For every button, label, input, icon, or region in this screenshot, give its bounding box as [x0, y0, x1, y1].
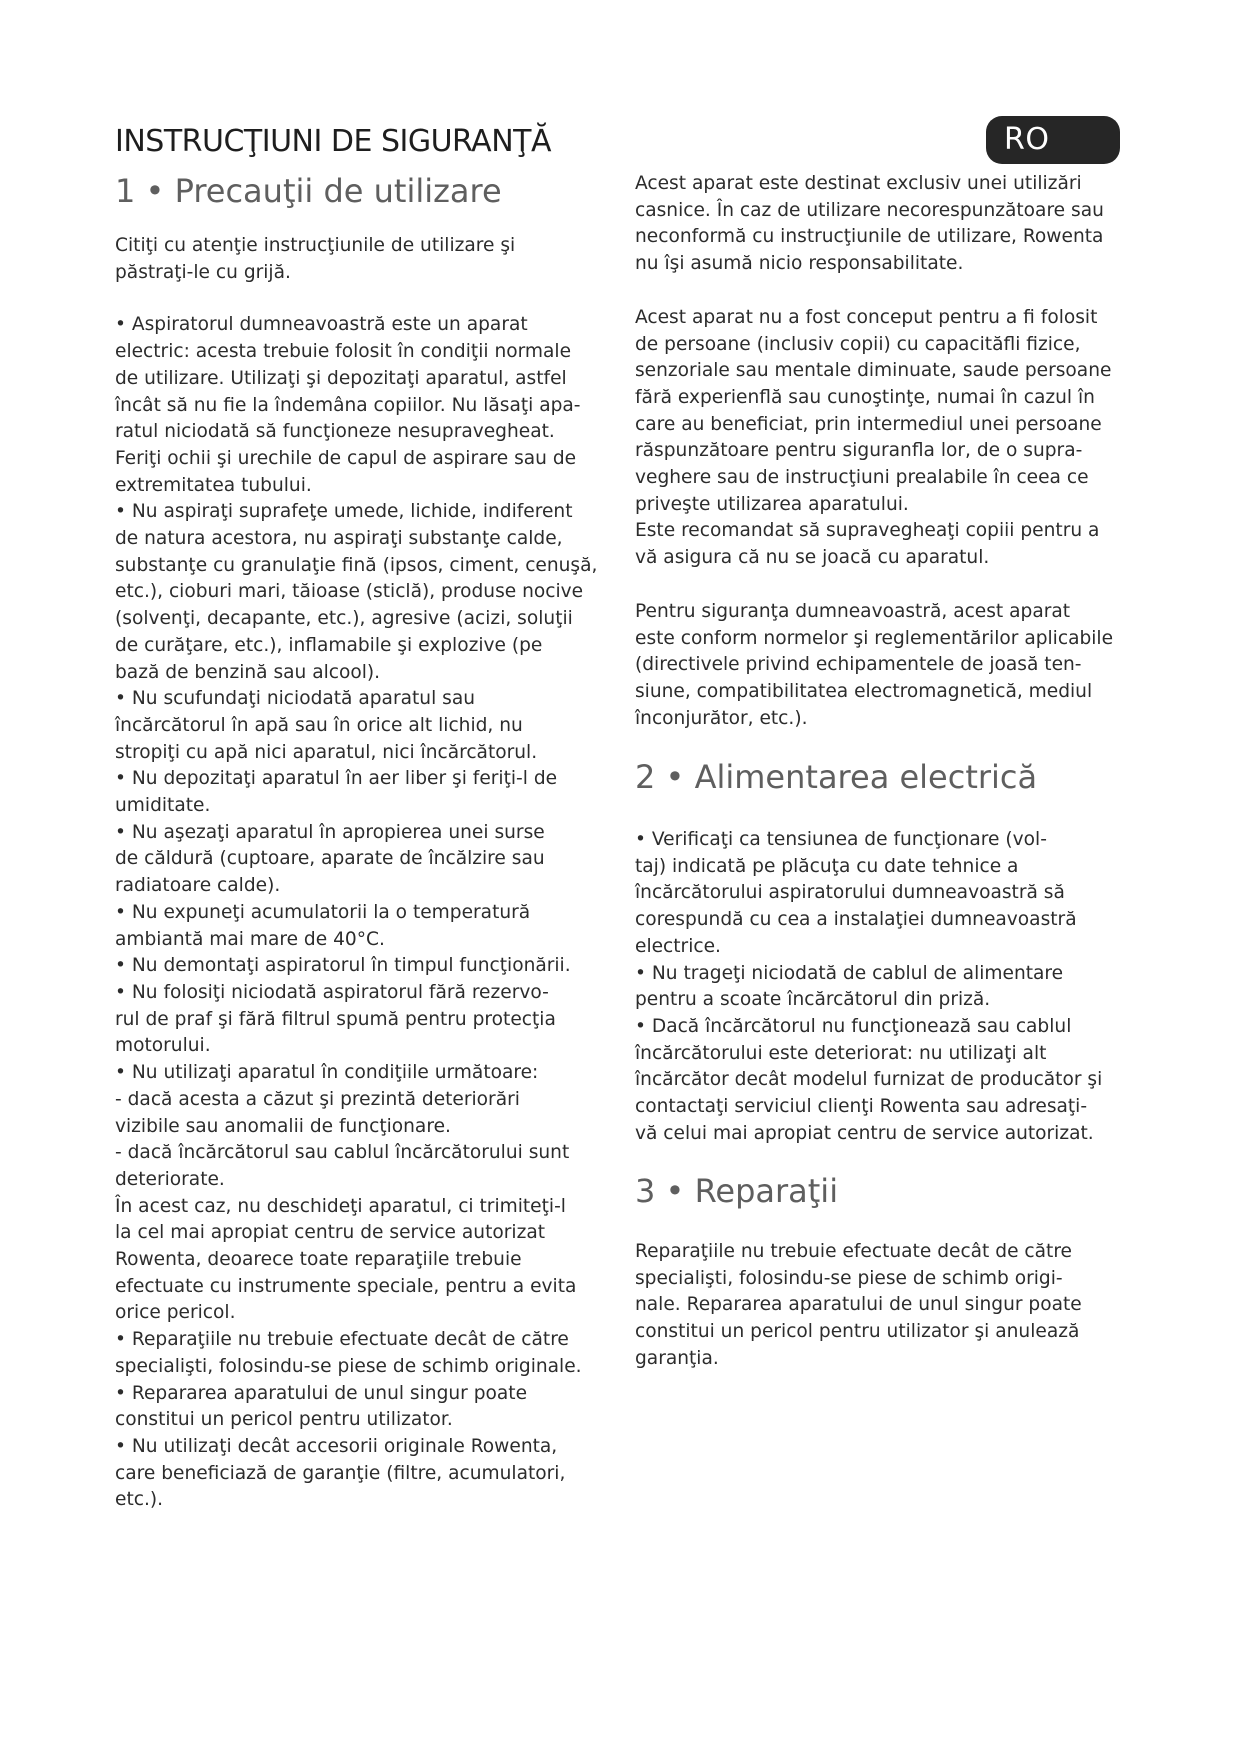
text-line: (directivele privind echipamentele de joasă ten- — [635, 654, 1082, 676]
text-line: nale. Repararea aparatului de unul singur poate — [635, 1294, 1082, 1316]
text-line: substanţe cu granulaţie fină (ipsos, ciment, cenuşă, — [115, 554, 598, 576]
text-line: Rowenta, deoarece toate reparaţiile trebuie — [115, 1249, 522, 1271]
text-line: Reparaţiile nu trebuie efectuate decât de către — [635, 1241, 1072, 1262]
text-line: încărcătorului este deteriorat: nu utilizaţi alt — [635, 1042, 1047, 1064]
text-line: contactaţi serviciul clienţi Rowenta sau adresaţi- — [635, 1096, 1088, 1118]
language-badge: RO — [986, 116, 1120, 164]
text-line: • Dacă încărcătorul nu funcţionează sau cablul — [635, 1015, 1072, 1037]
text-line: înconjurător, etc.). — [635, 707, 808, 729]
text-line: senzoriale sau mentale diminuate, saude persoane — [635, 360, 1112, 382]
reduced-capacity-paragraph — [635, 305, 1125, 572]
text-line: • Nu utilizaţi decât accesorii originale Rowenta, — [115, 1435, 558, 1457]
text-line: neconformă cu instrucţiunile de utilizare, Rowenta — [635, 226, 1104, 248]
text-line: încărcătorul în apă sau în orice alt lichid, nu — [115, 714, 523, 736]
repairs-section-body — [635, 1239, 1125, 1373]
power-section-body — [635, 827, 1125, 1147]
text-line: etc.). — [115, 1489, 164, 1511]
text-line: • Nu aspiraţi suprafeţe umede, lichide, indiferent — [115, 501, 573, 523]
text-line: • Nu depozitaţi aparatul în aer liber şi feriţi-l de — [115, 768, 558, 790]
text-line: - dacă încărcătorul sau cablul încărcătorului sunt — [115, 1142, 570, 1164]
standards-paragraph — [635, 599, 1125, 733]
text-line: Este recomandat să supravegheaţi copiii pentru a — [635, 520, 1100, 542]
text-line: la cel mai apropiat centru de service autorizat — [115, 1222, 546, 1244]
text-line: Acest aparat este destinat exclusiv unei utilizări — [635, 173, 1082, 194]
section-heading-power: 2 • Alimentarea electrică — [635, 758, 1038, 796]
text-line: corespundă cu cea a instalaţiei dumneavoastră — [635, 909, 1077, 931]
text-line: • Nu trageţi niciodată de cablul de alimentare — [635, 962, 1064, 984]
text-line: umiditate. — [115, 795, 211, 817]
text-line: garanţia. — [635, 1347, 719, 1369]
text-line: încât să nu fie la îndemâna copiilor. Nu lăsaţi apa- — [115, 394, 581, 416]
text-line: vă asigura că nu se joacă cu aparatul. — [635, 547, 990, 569]
text-line: extremitatea tubului. — [115, 474, 312, 496]
text-line: • Nu expuneţi acumulatorii la o temperatură — [115, 901, 531, 923]
text-line: • Aspiratorul dumneavoastră este un aparat — [115, 314, 528, 336]
text-line: constitui un pericol pentru utilizator şi anulează — [635, 1321, 1080, 1343]
right-column-top — [635, 171, 1125, 732]
text-line: etc.), cioburi mari, tăioase (sticlă), produse nocive — [115, 581, 584, 603]
text-line: de utilizare. Utilizaţi şi depozitaţi aparatul, astfel — [115, 367, 567, 389]
text-line: • Nu scufundaţi niciodată aparatul sau — [115, 688, 476, 710]
text-line: răspunzătoare pentru siguranfla lor, de o supra- — [635, 440, 1083, 462]
text-line: constitui un pericol pentru utilizator. — [115, 1409, 453, 1431]
text-line: încărcător decât modelul furnizat de producător şi — [635, 1069, 1103, 1091]
text-line: • Reparaţiile nu trebuie efectuate decât de către — [115, 1329, 569, 1351]
domestic-use-paragraph — [635, 171, 1125, 278]
left-column — [115, 233, 600, 1514]
text-line: • Nu aşezaţi aparatul în apropierea unei surse — [115, 821, 545, 843]
text-line: rul de praf şi fără filtrul spumă pentru protecţia — [115, 1008, 556, 1030]
text-line: ratul niciodată să funcţioneze nesupravegheat. — [115, 421, 555, 443]
text-line: Pentru siguranţa dumneavoastră, acest aparat — [635, 600, 1071, 622]
text-line: • Repararea aparatului de unul singur poate — [115, 1382, 528, 1404]
text-line: specialişti, folosindu-se piese de schimb origi- — [635, 1267, 1063, 1289]
text-line: deteriorate. — [115, 1168, 225, 1190]
text-line: electrice. — [635, 935, 721, 957]
text-line: priveşte utilizarea aparatului. — [635, 493, 909, 515]
text-line: pentru a scoate încărcătorul din priză. — [635, 989, 991, 1011]
text-line: vă celui mai apropiat centru de service autorizat. — [635, 1122, 1094, 1144]
repairs-paragraph — [635, 1239, 1125, 1373]
text-line: • Nu utilizaţi aparatul în condiţiile următoare: — [115, 1062, 539, 1084]
text-line: taj) indicată pe plăcuţa cu date tehnice a — [635, 855, 1019, 877]
section-heading-repairs: 3 • Reparaţii — [635, 1172, 839, 1210]
text-line: încărcătorului aspiratorului dumneavoastră să — [635, 882, 1065, 904]
power-list — [635, 827, 1125, 1147]
text-line: • Nu demontaţi aspiratorul în timpul funcţionării. — [115, 955, 571, 977]
section-heading-precautions: 1 • Precauţii de utilizare — [115, 172, 502, 210]
text-line: vizibile sau anomalii de funcţionare. — [115, 1115, 451, 1137]
text-line: Acest aparat nu a fost conceput pentru a fi folosit — [635, 306, 1098, 328]
text-line: electric: acesta trebuie folosit în condiţii normale — [115, 341, 572, 363]
text-line: specialişti, folosindu-se piese de schimb originale. — [115, 1355, 582, 1377]
text-line: siune, compatibilitatea electromagnetică, mediul — [635, 680, 1093, 702]
text-line: (solvenţi, decapante, etc.), agresive (acizi, soluţii — [115, 608, 573, 630]
text-line: care au beneficiat, prin intermediul unei persoane — [635, 413, 1102, 435]
text-line: • Nu folosiţi niciodată aspiratorul fără rezervo- — [115, 981, 549, 1003]
text-line: nu îşi asumă nicio responsabilitate. — [635, 253, 964, 275]
text-line: În acest caz, nu deschideţi aparatul, ci trimiteţi-l — [115, 1195, 566, 1217]
text-line: de persoane (inclusiv copii) cu capacităfli fizice, — [635, 333, 1081, 355]
text-line: păstraţi-le cu grijă. — [115, 261, 291, 283]
text-line: de natura acestora, nu aspiraţi substanţe calde, — [115, 528, 563, 550]
text-line: - dacă acesta a căzut şi prezintă deteriorări — [115, 1088, 520, 1110]
text-line: de căldură (cuptoare, aparate de încălzire sau — [115, 848, 545, 870]
text-line: motorului. — [115, 1035, 211, 1057]
text-line: radiatoare calde). — [115, 875, 281, 897]
text-line: Citiţi cu atenţie instrucţiunile de utilizare şi — [115, 235, 516, 256]
text-line: de curăţare, etc.), inflamabile şi explozive (pe — [115, 634, 543, 656]
text-line: bază de benzină sau alcool). — [115, 661, 381, 683]
text-line: efectuate cu instrumente speciale, pentru a evita — [115, 1275, 577, 1297]
text-line: care beneficiază de garanţie (filtre, acumulatori, — [115, 1462, 566, 1484]
text-line: veghere sau de instrucţiuni prealabile în ceea ce — [635, 467, 1089, 489]
text-line: orice pericol. — [115, 1302, 236, 1324]
text-line: fără experienflă sau cunoştinţe, numai în cazul în — [635, 386, 1095, 408]
precautions-list — [115, 312, 600, 1514]
text-line: Feriţi ochii şi urechile de capul de aspirare sau de — [115, 447, 577, 469]
text-line: stropiţi cu apă nici aparatul, nici încărcătorul. — [115, 741, 538, 763]
page-title: INSTRUCŢIUNI DE SIGURANŢĂ — [115, 124, 551, 159]
text-line: ambiantă mai mare de 40°C. — [115, 928, 385, 950]
text-line: • Verificaţi ca tensiunea de funcţionare (vol- — [635, 829, 1047, 850]
intro-paragraph — [115, 233, 600, 286]
text-line: este conform normelor şi reglementărilor aplicabile — [635, 627, 1114, 649]
text-line: casnice. În caz de utilizare necorespunzătoare sau — [635, 199, 1104, 221]
